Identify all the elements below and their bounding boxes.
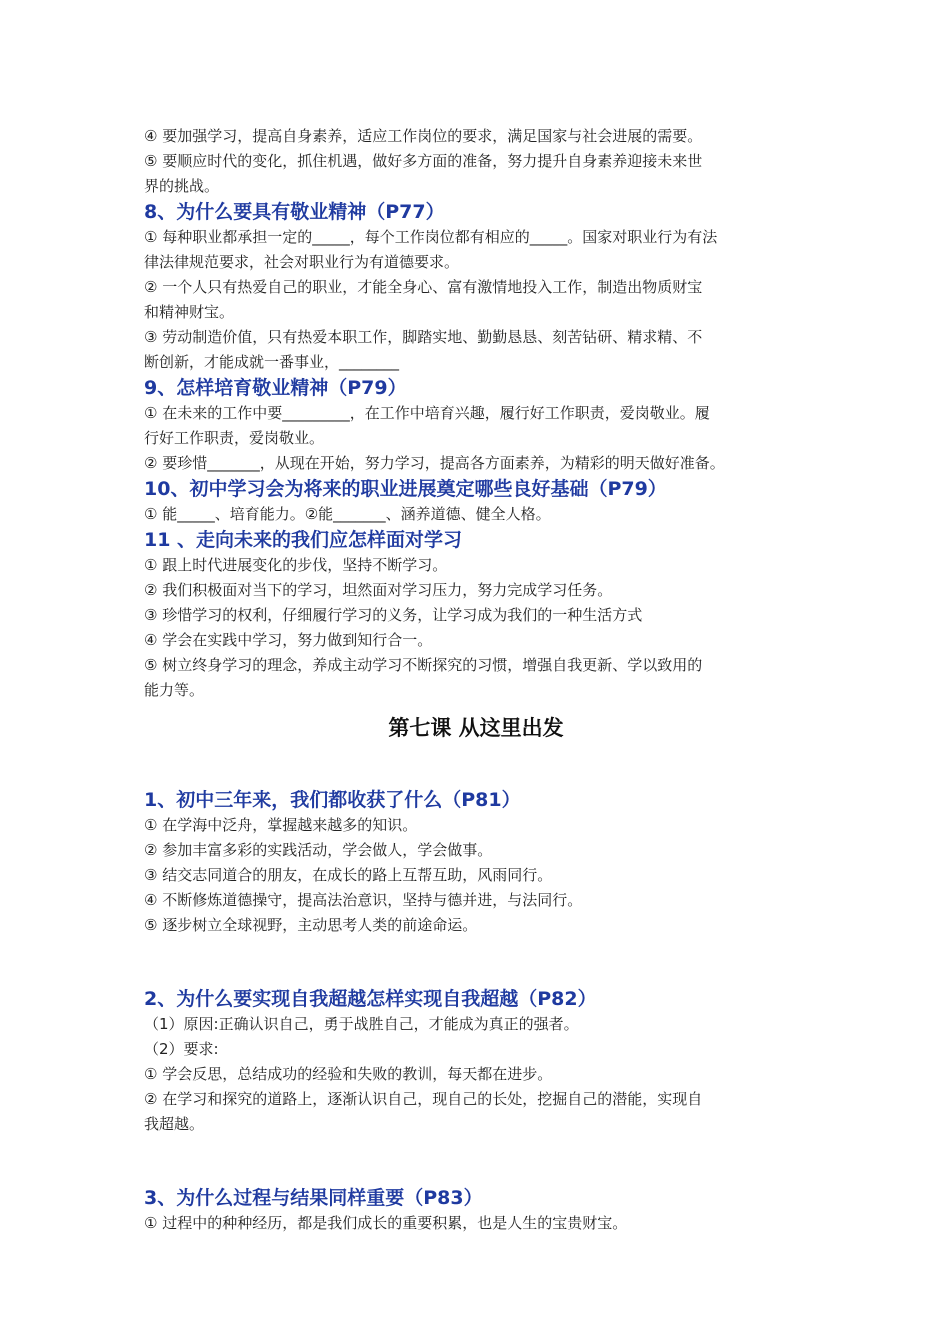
- section-heading-s3: 3、为什么过程与结果同样重要（P83）: [144, 1187, 483, 1209]
- body-line: ① 学会反思，总结成功的经验和失败的教训，每天都在进步。: [144, 1065, 553, 1083]
- section-heading-s1: 1、初中三年来，我们都收获了什么（P81）: [144, 789, 521, 811]
- body-line: 律法律规范要求，社会对职业行为有道德要求。: [144, 253, 460, 271]
- body-line: ⑤ 树立终身学习的理念，养成主动学习不断探究的习惯，增强自我更新、学以致用的: [144, 656, 703, 674]
- body-line: ② 在学习和探究的道路上，逐渐认识自己，现自己的长处，挖掘自己的潜能，实现自: [144, 1090, 703, 1108]
- body-line: （2）要求:: [144, 1040, 219, 1058]
- section-heading-s2: 2、为什么要实现自我超越怎样实现自我超越（P82）: [144, 988, 597, 1010]
- body-line: 行好工作职责，爱岗敬业。: [144, 429, 325, 447]
- body-line: ① 在未来的工作中要_________，在工作中培育兴趣，履行好工作职责，爱岗敬业。履: [144, 404, 710, 422]
- body-line: ② 我们积极面对当下的学习，坦然面对学习压力，努力完成学习任务。: [144, 581, 613, 599]
- body-line: ④ 要加强学习，提高自身素养，适应工作岗位的要求，满足国家与社会进展的需要。: [144, 127, 703, 145]
- body-line: ③ 结交志同道合的朋友，在成长的路上互帮互助，风雨同行。: [144, 866, 553, 884]
- body-line: ④ 学会在实践中学习，努力做到知行合一。: [144, 631, 433, 649]
- body-line: ② 一个人只有热爱自己的职业，才能全身心、富有激情地投入工作，制造出物质财宝: [144, 278, 703, 296]
- body-line: 和精神财宝。: [144, 303, 235, 321]
- body-line: ① 能_____、培育能力。②能_______、涵养道德、健全人格。: [144, 505, 551, 523]
- section-heading-q11: 11 、走向未来的我们应怎样面对学习: [144, 529, 463, 551]
- body-line: ① 跟上时代进展变化的步伐，坚持不断学习。: [144, 556, 448, 574]
- body-line: ① 在学海中泛舟，掌握越来越多的知识。: [144, 816, 418, 834]
- body-line: ③ 珍惜学习的权利，仔细履行学习的义务，让学习成为我们的一种生活方式: [144, 606, 643, 624]
- body-line: ⑤ 要顺应时代的变化，抓住机遇，做好多方面的准备，努力提升自身素养迎接未来世: [144, 152, 703, 170]
- body-line: 界的挑战。: [144, 177, 220, 195]
- body-line: ② 要珍惜_______，从现在开始，努力学习，提高各方面素养，为精彩的明天做好准备。: [144, 454, 725, 472]
- body-line: ② 参加丰富多彩的实践活动，学会做人，学会做事。: [144, 841, 493, 859]
- body-line: ① 每种职业都承担一定的_____，每个工作岗位都有相应的_____。国家对职业行为有法: [144, 228, 718, 246]
- body-line: ① 过程中的种种经历，都是我们成长的重要积累，也是人生的宝贵财宝。: [144, 1214, 628, 1232]
- body-line: ④ 不断修炼道德操守，提高法治意识，坚持与德并进，与法同行。: [144, 891, 583, 909]
- section-heading-q8: 8、为什么要具有敬业精神（P77）: [144, 201, 445, 223]
- body-line: 断创新，才能成就一番事业，________: [144, 353, 400, 371]
- body-line: （1）原因:正确认识自己，勇于战胜自己，才能成为真正的强者。: [144, 1015, 579, 1033]
- document-page: [144, 124, 808, 1236]
- body-line: 能力等。: [144, 681, 205, 699]
- section-heading-q10: 10、初中学习会为将来的职业进展奠定哪些良好基础（P79）: [144, 478, 667, 500]
- section-heading-q9: 9、怎样培育敬业精神（P79）: [144, 377, 407, 399]
- body-line: ③ 劳动制造价值，只有热爱本职工作，脚踏实地、勤勤恳恳、刻苦钻研、精求精、不: [144, 328, 703, 346]
- body-line: 我超越。: [144, 1115, 205, 1133]
- lesson-title: 第七课 从这里出发: [388, 716, 564, 740]
- body-line: ⑤ 逐步树立全球视野，主动思考人类的前途命运。: [144, 916, 478, 934]
